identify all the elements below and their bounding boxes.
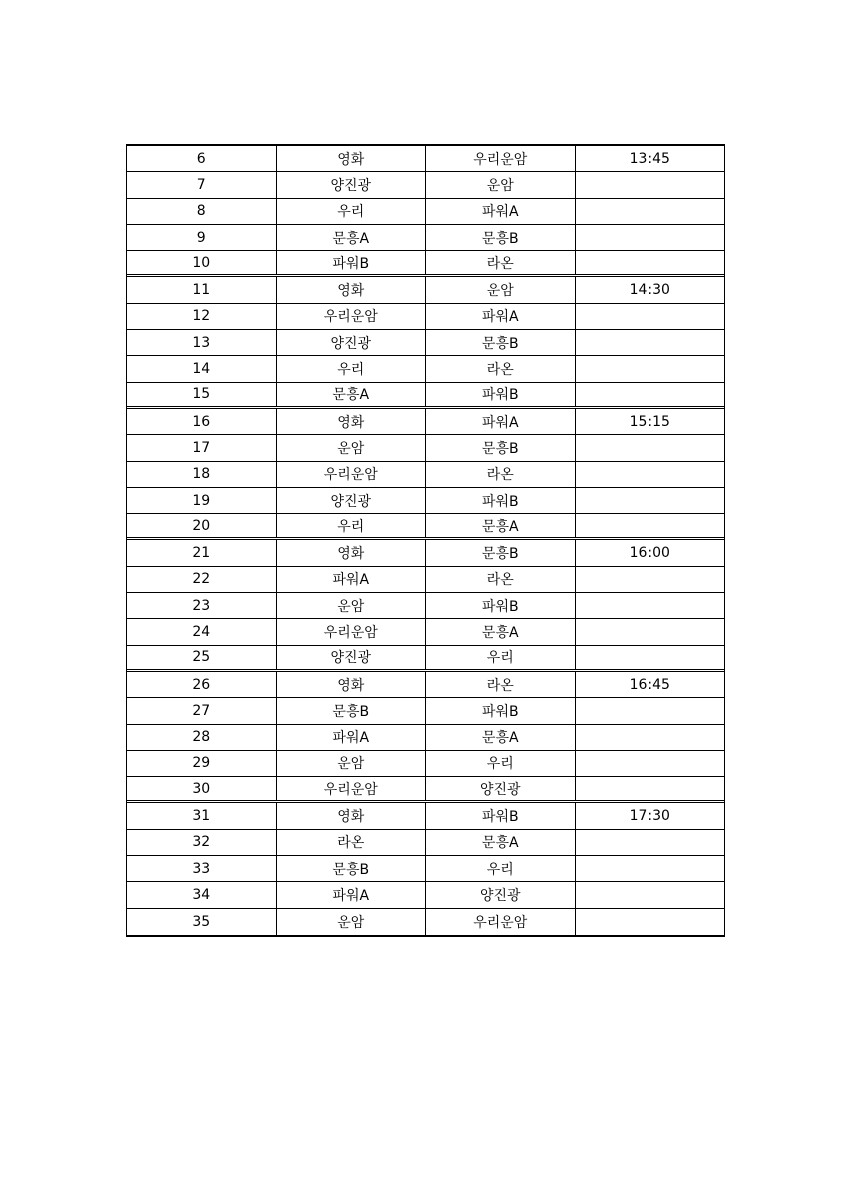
start-time-cell — [576, 698, 725, 723]
team1-cell: 우리 — [277, 199, 427, 224]
team2-cell: 문흥A — [426, 830, 576, 855]
start-time-cell — [576, 435, 725, 460]
team1-cell: 영화 — [277, 409, 427, 434]
team1-cell: 영화 — [277, 672, 427, 697]
match-number-cell: 22 — [127, 567, 277, 592]
team2-cell: 양진광 — [426, 777, 576, 800]
team2-cell: 우리 — [426, 646, 576, 669]
table-row — [127, 882, 724, 908]
table-row — [127, 409, 724, 435]
match-number-cell: 14 — [127, 356, 277, 381]
team2-cell: 라온 — [426, 567, 576, 592]
match-number-cell: 10 — [127, 251, 277, 274]
team1-cell: 파워B — [277, 251, 427, 274]
start-time-cell: 16:00 — [629, 545, 670, 562]
table-row — [127, 462, 724, 488]
team2-cell: 문흥A — [426, 514, 576, 537]
match-number-cell: 24 — [127, 619, 277, 644]
team1-cell: 문흥A — [277, 383, 427, 406]
team1-cell: 영화 — [277, 146, 427, 171]
team1-cell: 양진광 — [277, 488, 427, 513]
team2-cell: 라온 — [426, 672, 576, 697]
table-row — [127, 909, 724, 935]
table-row — [127, 698, 724, 724]
match-schedule-table — [126, 144, 725, 937]
team1-cell: 양진광 — [277, 330, 427, 355]
team1-cell: 우리 — [277, 514, 427, 537]
team2-cell: 파워B — [426, 488, 576, 513]
table-row — [127, 488, 724, 514]
start-time-cell — [576, 330, 725, 355]
match-number-cell: 34 — [127, 882, 277, 907]
start-time-cell — [576, 830, 725, 855]
team2-cell: 라온 — [426, 251, 576, 274]
table-row — [127, 856, 724, 882]
match-number-cell: 28 — [127, 725, 277, 750]
table-row — [127, 225, 724, 251]
table-row — [127, 672, 724, 698]
start-time-cell — [576, 567, 725, 592]
table-row — [127, 383, 724, 409]
match-number-cell: 26 — [127, 672, 277, 697]
table-row — [127, 435, 724, 461]
table-row — [127, 514, 724, 540]
match-number-cell: 29 — [127, 751, 277, 776]
start-time-cell: 17:30 — [629, 808, 670, 825]
match-number-cell: 7 — [127, 172, 277, 197]
table-row — [127, 567, 724, 593]
table-row — [127, 619, 724, 645]
table-row — [127, 830, 724, 856]
team2-cell: 파워A — [426, 199, 576, 224]
table-row — [127, 356, 724, 382]
start-time-cell — [576, 462, 725, 487]
start-time-cell — [576, 725, 725, 750]
match-number-cell: 23 — [127, 593, 277, 618]
team2-cell: 라온 — [426, 356, 576, 381]
team1-cell: 영화 — [277, 803, 427, 828]
table-row — [127, 146, 724, 172]
team1-cell: 운암 — [277, 751, 427, 776]
match-number-cell: 19 — [127, 488, 277, 513]
match-number-cell: 33 — [127, 856, 277, 881]
match-number-cell: 16 — [127, 409, 277, 434]
team2-cell: 문흥A — [426, 725, 576, 750]
team2-cell: 운암 — [426, 172, 576, 197]
match-number-cell: 27 — [127, 698, 277, 723]
team2-cell: 문흥A — [426, 619, 576, 644]
start-time-cell — [576, 593, 725, 618]
team2-cell: 우리 — [426, 856, 576, 881]
start-time-cell — [576, 199, 725, 224]
match-number-cell: 25 — [127, 646, 277, 669]
start-time-cell — [576, 304, 725, 329]
team1-cell: 영화 — [277, 277, 427, 302]
team2-cell: 라온 — [426, 462, 576, 487]
table-row — [127, 172, 724, 198]
start-time-cell — [576, 356, 725, 381]
match-number-cell: 6 — [127, 146, 277, 171]
start-time-cell — [576, 225, 725, 250]
match-number-cell: 21 — [127, 540, 277, 565]
start-time-cell — [576, 251, 725, 274]
team2-cell: 문흥B — [426, 435, 576, 460]
start-time-cell: 16:45 — [629, 676, 670, 693]
start-time-cell — [576, 514, 725, 537]
table-row — [127, 277, 724, 303]
match-number-cell: 20 — [127, 514, 277, 537]
match-number-cell: 31 — [127, 803, 277, 828]
table-row — [127, 540, 724, 566]
team1-cell: 파워A — [277, 725, 427, 750]
table-row — [127, 593, 724, 619]
team1-cell: 양진광 — [277, 172, 427, 197]
start-time-cell — [576, 488, 725, 513]
table-row — [127, 777, 724, 803]
team1-cell: 운암 — [277, 909, 427, 935]
team2-cell: 문흥B — [426, 330, 576, 355]
match-number-cell: 17 — [127, 435, 277, 460]
team2-cell: 파워B — [426, 383, 576, 406]
team1-cell: 라온 — [277, 830, 427, 855]
team2-cell: 운암 — [426, 277, 576, 302]
start-time-cell: 13:45 — [629, 150, 670, 167]
team1-cell: 우리운암 — [277, 304, 427, 329]
start-time-cell: 14:30 — [629, 282, 670, 299]
team1-cell: 문흥A — [277, 225, 427, 250]
match-number-cell: 9 — [127, 225, 277, 250]
match-number-cell: 13 — [127, 330, 277, 355]
match-number-cell: 11 — [127, 277, 277, 302]
team1-cell: 영화 — [277, 540, 427, 565]
table-row — [127, 199, 724, 225]
start-time-cell — [576, 856, 725, 881]
team2-cell: 문흥B — [426, 540, 576, 565]
start-time-cell — [576, 619, 725, 644]
table-row — [127, 304, 724, 330]
team1-cell: 우리운암 — [277, 462, 427, 487]
start-time-cell: 15:15 — [629, 413, 670, 430]
table-row — [127, 751, 724, 777]
table-row — [127, 803, 724, 829]
team1-cell: 우리운암 — [277, 619, 427, 644]
team1-cell: 문흥B — [277, 856, 427, 881]
start-time-cell — [576, 646, 725, 669]
match-number-cell: 15 — [127, 383, 277, 406]
match-number-cell: 18 — [127, 462, 277, 487]
team1-cell: 양진광 — [277, 646, 427, 669]
team2-cell: 양진광 — [426, 882, 576, 907]
team1-cell: 운암 — [277, 593, 427, 618]
match-number-cell: 12 — [127, 304, 277, 329]
team1-cell: 파워A — [277, 882, 427, 907]
table-row — [127, 725, 724, 751]
table-row — [127, 646, 724, 672]
team2-cell: 우리운암 — [426, 146, 576, 171]
table-row — [127, 251, 724, 277]
match-number-cell: 8 — [127, 199, 277, 224]
team2-cell: 우리운암 — [426, 909, 576, 935]
start-time-cell — [576, 882, 725, 907]
match-number-cell: 30 — [127, 777, 277, 800]
match-number-cell: 32 — [127, 830, 277, 855]
table-row — [127, 330, 724, 356]
start-time-cell — [576, 383, 725, 406]
team2-cell: 파워B — [426, 593, 576, 618]
team1-cell: 문흥B — [277, 698, 427, 723]
start-time-cell — [576, 909, 725, 935]
team1-cell: 우리 — [277, 356, 427, 381]
match-number-cell: 35 — [127, 909, 277, 935]
team2-cell: 파워A — [426, 409, 576, 434]
team1-cell: 운암 — [277, 435, 427, 460]
team2-cell: 파워B — [426, 698, 576, 723]
team2-cell: 파워B — [426, 803, 576, 828]
team2-cell: 우리 — [426, 751, 576, 776]
team1-cell: 우리운암 — [277, 777, 427, 800]
team2-cell: 문흥B — [426, 225, 576, 250]
team1-cell: 파워A — [277, 567, 427, 592]
team2-cell: 파워A — [426, 304, 576, 329]
start-time-cell — [576, 777, 725, 800]
start-time-cell — [576, 751, 725, 776]
start-time-cell — [576, 172, 725, 197]
